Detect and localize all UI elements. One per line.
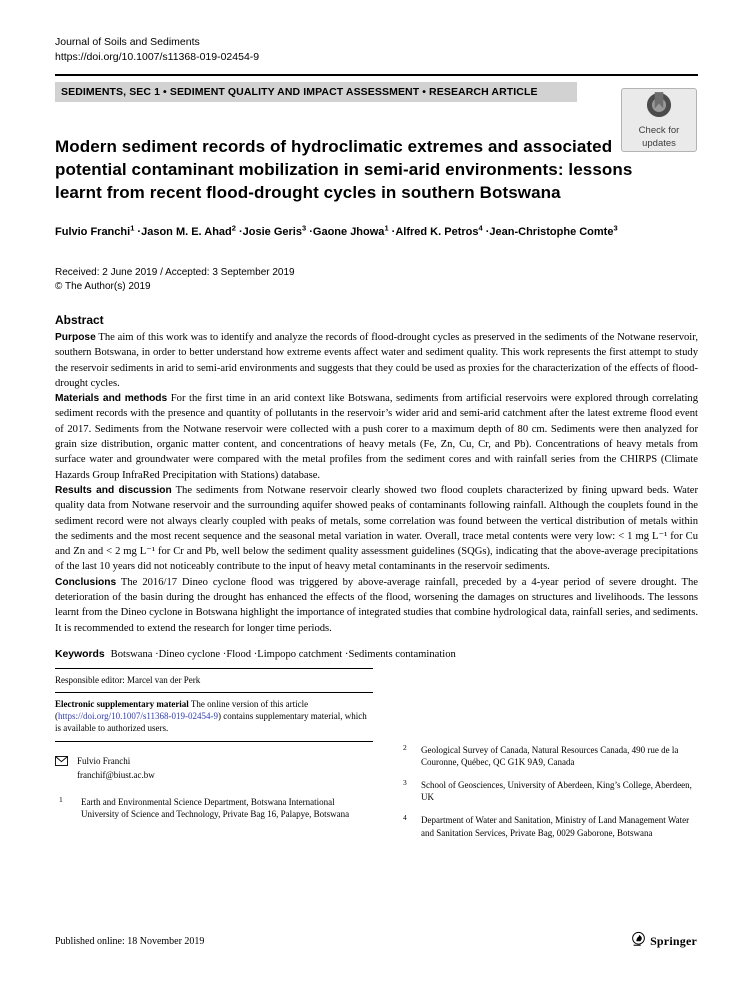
author: Josie Geris$^3$ ·: [243, 226, 313, 238]
supplementary-material-note: Electronic supplementary material The online version of this article (https://doi.org/10.1007/s11368-019-02454-9) contains supplementary material, which is available to authorized users.: [55, 699, 367, 734]
keyword: Flood ·: [226, 649, 257, 660]
badge-text-line1: Check for: [638, 125, 680, 137]
affiliation-marker: 4: [478, 223, 483, 233]
published-online-date: Published online: 18 November 2019: [55, 936, 205, 947]
affiliation-2: 2 Geological Survey of Canada, Natural Resources Canada, 490 rue de la Couronne, Québec, QC G1K 9A9, Canada: [403, 742, 679, 768]
affiliation-number: 3: [403, 778, 407, 788]
affiliation-number: 1: [59, 794, 63, 804]
affiliation-1: 1 Earth and Environmental Science Department, Botswana International University of Science and Technology, Private Bag 16, Palapye, Botswana: [59, 794, 350, 819]
journal-name: Journal of Soils and Sediments: [55, 36, 200, 48]
abstract: [55, 313, 698, 636]
abstract-section-label: Conclusions: [55, 576, 117, 588]
corresponding-author-block: [55, 755, 373, 780]
affiliation-marker: 3: [613, 223, 618, 233]
publisher-logo: [631, 931, 697, 952]
badge-text-line2: updates: [642, 137, 676, 149]
author: Jean-Christophe Comte$^3$: [489, 223, 618, 238]
responsible-editor-note: Responsible editor: Marcel van der Perk: [55, 674, 201, 685]
keyword: Dineo cyclone ·: [159, 649, 227, 660]
received-accepted-dates: Received: 2 June 2019 / Accepted: 3 September 2019: [55, 266, 295, 278]
abstract-materials-methods: Materials and methods For the first time in an arid context like Botswana, sediments from artificial reservoirs were explored through correlating sediment records with the presence and quantity of pollutants in the reservoir’s wider arid and semi-arid catchment after the latest extreme flood event of 2017. Sediments from the Notwane reservoir were collected with a push corer to a maximum depth of 80 cm. Sediments were then analyzed for grain size distribution, organic matter content, and concentrations of heavy metals (Fe, Zn, Cu, Cr, and Pb). Concentrations of heavy metals from surface water and groundwater were compared with the metal profiles from the sediment cores and with rainfall series from the CHIRPS (Climate Hazards Group InfraRed Precipitation with Stations) database.: [55, 393, 698, 481]
affiliation-marker: 2: [231, 223, 236, 233]
affiliation-number: 2: [403, 742, 407, 752]
affiliation-marker: 3: [302, 223, 307, 233]
keywords-label: Keywords: [55, 648, 105, 660]
springer-horse-icon: [631, 931, 646, 952]
author: Fulvio Franchi$^1$ ·: [55, 226, 141, 238]
footnote-right-column: [399, 744, 698, 850]
keyword: Botswana ·: [111, 649, 159, 660]
abstract-purpose: Purpose The aim of this work was to identify and analyze the records of flood-drought cycles as preserved in the sediments of the Notwane reservoir, southern Botswana, in order to better understand how extreme events affect water and sediment quality. This work represents the first attempt to study the reservoir sediments in arid to semi-arid environments and suggests that they could be used as proxies for the characterization of the effects of flood-drought cycles.: [55, 331, 698, 389]
copyright-line: © The Author(s) 2019: [55, 280, 151, 292]
affiliation-number: 4: [403, 813, 407, 823]
affiliation-marker: 1: [130, 223, 135, 233]
publisher-name: Springer: [650, 934, 697, 948]
author: Jason M. E. Ahad$^2$ ·: [141, 226, 243, 238]
abstract-section-label: Purpose: [55, 331, 96, 343]
supplementary-doi-link[interactable]: https://doi.org/10.1007/s11368-019-02454-9: [58, 711, 219, 722]
keywords-line: [55, 649, 698, 660]
abstract-section-label: Results and discussion: [55, 484, 172, 496]
crossmark-logo-icon: [645, 91, 673, 124]
corresponding-author-details: [77, 755, 155, 780]
affiliation-4: 4 Department of Water and Sanitation, Ministry of Land Management Water and Sanitation Services, Private Bag, 0029 Gaborone, Botswana: [403, 813, 690, 838]
page-footer: [55, 931, 697, 952]
abstract-conclusions: Conclusions The 2016/17 Dineo cyclone flood was triggered by above-average rainfall, preceded by a 4-year period of severe drought. The deterioration of the basin during the drought has enhanced the effects of the flood, worsening the damages on structures and livelihoods. The lessons learnt from the Dineo cyclone in Botswana highlight the importance of integrated studies that combine hydrological data, rainfall series, and sediments. It is recommended to extend the research for longer time periods.: [55, 576, 698, 634]
author: Alfred K. Petros$^4$ ·: [395, 226, 489, 238]
author-list: [55, 223, 698, 238]
abstract-section-label: Materials and methods: [55, 393, 168, 405]
supplementary-label: Electronic supplementary material: [55, 699, 189, 710]
corresponding-author-email: franchif@biust.ac.bw: [77, 769, 155, 780]
divider: [55, 741, 373, 742]
check-for-updates-badge[interactable]: [621, 88, 697, 152]
article-title: Modern sediment records of hydroclimatic extremes and associated potential contaminant mobilization in semi-arid environments: lessons learnt from recent flood-drought cycles in southern Botswana: [55, 137, 633, 203]
footnote-area: [55, 668, 698, 850]
page-content: [55, 0, 698, 850]
keyword: Limpopo catchment ·: [257, 649, 348, 660]
keyword: Sediments contamination: [348, 648, 456, 660]
footnote-left-column: [55, 668, 373, 850]
abstract-heading: Abstract: [55, 312, 104, 327]
affiliation-3: 3 School of Geosciences, University of Aberdeen, King’s College, Aberdeen, UK: [403, 778, 692, 803]
author: Gaone Jhowa$^1$ ·: [313, 226, 395, 238]
corresponding-author-name: Fulvio Franchi: [77, 756, 131, 767]
envelope-icon: [55, 756, 68, 780]
header-rule: [55, 74, 698, 76]
section-banner: SEDIMENTS, SEC 1 • SEDIMENT QUALITY AND IMPACT ASSESSMENT • RESEARCH ARTICLE: [55, 82, 577, 102]
doi-line: https://doi.org/10.1007/s11368-019-02454-9: [55, 51, 260, 63]
affiliation-marker: 1: [384, 223, 389, 233]
abstract-results-discussion: Results and discussion The sediments from Notwane reservoir clearly showed two flood couplets characterized by fining upward beds. Water quality data from Notwane reservoir and the surrounding aquifer showed peaks of contaminants following rainfall. Although the couplets found in the sediment record were not always clearly coupled with peaks of metals, some correlation was found between the vertical distribution of metals within the sediments and the most recent sequence and the seasonal metal variation in water. Overall, trace metal contents were very low: < 1 mg L⁻¹ for Cu and Zn and < 2 mg L⁻¹ for Cr and Pb, well below the sediment quality assessment guidelines (SQGs), indicating that the above-average precipitations of the last 10 years did not noticeably contribute to the input of heavy metal contaminants in the reservoir sediments.: [55, 484, 698, 573]
